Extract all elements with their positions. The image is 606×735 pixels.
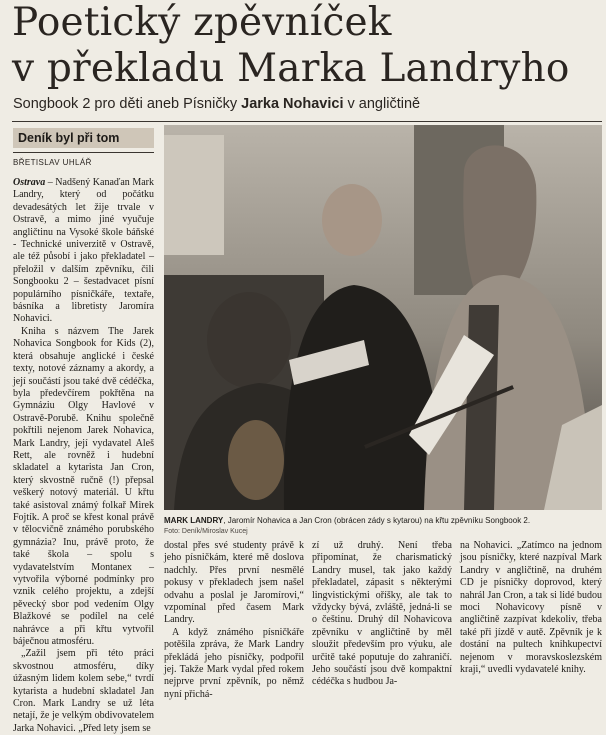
caption-text: , Jaromír Nohavica a Jan Cron (obrácen zády s kytarou) na křtu zpěvníku Songbook 2. [223, 516, 531, 525]
article-column-4 [460, 540, 602, 676]
tag-rule [13, 152, 154, 153]
article-paragraph [13, 177, 154, 326]
headline-line-1: Poetický zpěvníček [12, 0, 392, 45]
article-paragraph: „Zažil jsem při této práci skvostnou atmosféru, díky úžasným lidem kolem sebe,“ tvrdí kytarista a hudební skladatel Jan Cron. Mark Landry se už léta netají, že je velkým obdivovatelem Jarka Nohavici. „Před lety jsem se [13, 648, 154, 734]
dateline: Ostrava [13, 177, 46, 188]
headline-line-2: v překladu Marka Landryho [12, 46, 570, 91]
subheadline [13, 96, 603, 112]
section-tag: Deník byl při tom [13, 128, 154, 148]
article-paragraph: zí už druhý. Není třeba připomínat, že charismatický Landry musel, tak jako každý překladatel, zápasit s některými lingvistickými oříšky, ale tak to vždycky bývá, zvláště, jedná-li se o češtinu. Druhý díl Nohavicova zpěvníku v angličtině by měl sloužit především pro výuku, ale určitě také poputuje do zahraničí. Jeho součástí jsou dvě kompaktní cédéčka s hudbou Ja- [312, 540, 452, 688]
article-photo [164, 125, 602, 510]
article-column-2 [164, 540, 304, 701]
lead-text: – Nadšený Kanaďan Mark Landry, který od počátku devadesátých let žije trvale v Ostravě, a mimo jiné vyučuje angličtinu na Vysoké škole báňské - Technické univerzitě v Ostravě, ale též působí i jako překladatel – přeložil v dalším zpěvníku, čili Songbooku 2 – šestadvacet písní populárního písničkáře, textaře, básníka a libretisty Jaromíra Nohavici. [13, 177, 154, 325]
article-paragraph: A když známého písničkáře potěšila zpráva, že Mark Landry překládá jeho písničky, podpořil jej. Takže Mark vydal před rokem nejprve první zpěvník, po němž nyní přichá- [164, 626, 304, 700]
subhead-post: v angličtině [343, 96, 421, 112]
subhead-pre: Songbook 2 pro děti aneb Písničky [13, 96, 242, 112]
article-paragraph: Kniha s názvem The Jarek Nohavica Songbook for Kids (2), která obsahuje anglické i české texty, notové záznamy a akordy, a její součástí jsou také dvě cédéčka, byla předevčírem pokřtěna na Gymnáziu Olgy Havlové v Ostravě-Porubě. Knihu společně pokřtili nejenom Jarek Nohavica, Mark Landry, její vydavatel Aleš Rett, ale rovněž i hudební skladatel a kytarista Jan Cron, který skvostně ručně (!) přepsal veškerý notový materiál. U křtu také asistoval známý folkař Mirek Fojtík. A proč se křest konal právě v tělocvičně známého porubského gymnázia? Inu, právě proto, že také škola – spolu s vydavatelstvím Montanex – vytvořila výborné podmínky pro vznik celého projektu, a zdejší pěvecký sbor pod vedením Olgy Blažkové se podílel na celé nahrávce a při křtu vytvořil báječnou atmosféru. [13, 325, 154, 648]
subhead-bold: Jarka Nohavici [241, 96, 344, 112]
caption-bold: MARK LANDRY [164, 516, 224, 525]
article-column-3 [312, 540, 452, 689]
byline: BŘETISLAV UHLÁŘ [13, 158, 92, 167]
photo-credit: Foto: Deník/Miroslav Kucej [164, 528, 248, 535]
header-rule [12, 121, 602, 122]
article-column-1 [13, 177, 154, 735]
article-paragraph: dostal přes své studenty právě k jeho písničkám, které mě doslova nadchly. Přes první nesmělé pokusy v překladech jsem našel odvahu a poslal je Jaromírovi,“ vzpomínal před časem Mark Landry. [164, 540, 304, 626]
article-paragraph: na Nohavici. „Zatímco na jednom jsou písničky, které nazpíval Mark Landry v angličtině, na druhém CD je písničky doprovod, který nahrál Jan Cron, a tak si lidé budou moci Nohavicovy písně v angličtině zazpívat kdekoliv, třeba také při jízdě v autě. Zpěvník je k dostání na pultech knihkupectví nejenom v moravskoslezském kraji,“ uvedli vydavatelé knihy. [460, 540, 602, 676]
photo-caption [164, 516, 604, 526]
headline [12, 0, 602, 92]
